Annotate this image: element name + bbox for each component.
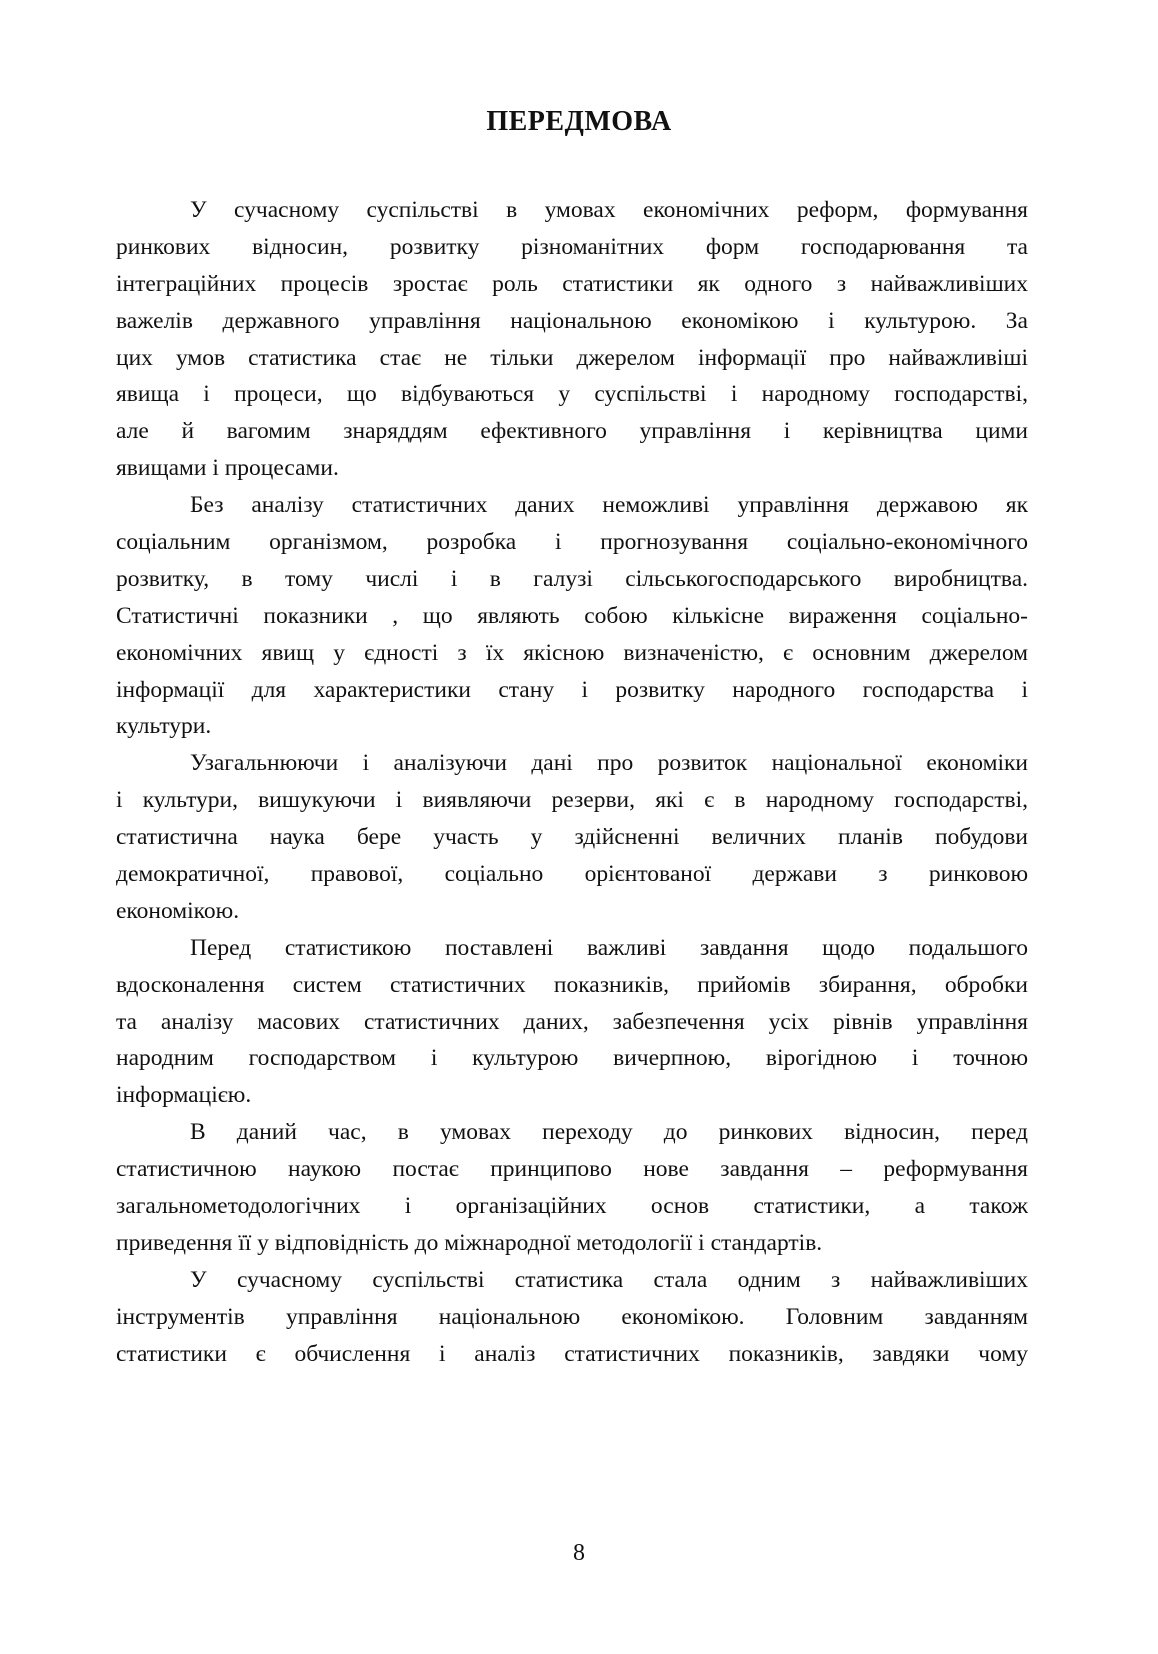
- paragraph-6: [116, 1262, 1028, 1373]
- paragraph-3: [116, 745, 1028, 929]
- text-line: цих умов статистика стає не тільки джерелом інформації про найважливіші: [116, 344, 1028, 371]
- text-line: статистичною наукою постає принципово нове завдання – реформування: [116, 1156, 1028, 1183]
- text-line: економічних явищ у єдності з їх якісною визначеністю, є основним джерелом: [116, 639, 1028, 666]
- text-line: У сучасному суспільстві статистика стала одним з найважливіших: [190, 1266, 1028, 1293]
- page-title: ПЕРЕДМОВА: [486, 106, 672, 137]
- body-text: [116, 192, 1028, 1373]
- text-line: загальнометодологічних і організаційних основ статистики, а також: [116, 1193, 1028, 1220]
- text-line: приведення її у відповідність до міжнародної методології і стандартів.: [116, 1229, 823, 1256]
- text-line: демократичної, правової, соціально орієнтованої держави з ринковою: [116, 861, 1028, 888]
- page-number: 8: [573, 1540, 585, 1566]
- paragraph-2: [116, 487, 1028, 745]
- text-line: ринкових відносин, розвитку різноманітних форм господарювання та: [116, 233, 1028, 260]
- text-line: В даний час, в умовах переходу до ринкових відносин, перед: [190, 1119, 1028, 1146]
- text-line: інформацією.: [116, 1082, 252, 1109]
- text-line: важелів державного управління національною економікою і культурою. За: [116, 307, 1028, 334]
- paragraph-4: [116, 930, 1028, 1114]
- text-line: народним господарством і культурою вичерпною, вірогідною і точною: [116, 1045, 1028, 1072]
- text-line: але й вагомим знаряддям ефективного управління і керівництва цими: [116, 418, 1028, 445]
- text-line: соціальним організмом, розробка і прогнозування соціально-економічного: [116, 529, 1028, 556]
- text-line: Статистичні показники , що являють собою кількісне вираження соціально-: [116, 602, 1028, 629]
- text-line: культури.: [116, 713, 212, 740]
- text-line: та аналізу масових статистичних даних, забезпечення усіх рівнів управління: [116, 1008, 1028, 1035]
- text-line: інформації для характеристики стану і розвитку народного господарства і: [116, 676, 1028, 703]
- text-line: У сучасному суспільстві в умовах економічних реформ, формування: [190, 197, 1028, 223]
- text-line: явищами і процесами.: [116, 455, 339, 482]
- paragraph-5: [116, 1114, 1028, 1262]
- text-line: Без аналізу статистичних даних неможливі управління державою як: [190, 492, 1028, 519]
- text-line: Перед статистикою поставлені важливі завдання щодо подальшого: [190, 934, 1028, 961]
- text-line: статистики є обчислення і аналіз статистичних показників, завдяки чому: [116, 1340, 1028, 1367]
- paragraph-1: [116, 192, 1028, 487]
- text-line: інтеграційних процесів зростає роль статистики як одного з найважливіших: [116, 270, 1028, 297]
- text-line: Узагальнюючи і аналізуючи дані про розвиток національної економіки: [190, 750, 1028, 777]
- text-line: і культури, вишукуючи і виявляючи резерви, які є в народному господарстві,: [116, 787, 1028, 814]
- text-line: інструментів управління національною економікою. Головним завданням: [116, 1303, 1028, 1330]
- text-line: розвитку, в тому числі і в галузі сільськогосподарського виробництва.: [116, 565, 1028, 592]
- text-line: статистична наука бере участь у здійсненні величних планів побудови: [116, 824, 1028, 851]
- text-line: економікою.: [116, 897, 240, 924]
- text-line: явища і процеси, що відбуваються у суспільстві і народному господарстві,: [116, 381, 1028, 408]
- text-line: вдосконалення систем статистичних показників, прийомів збирання, обробки: [116, 971, 1028, 998]
